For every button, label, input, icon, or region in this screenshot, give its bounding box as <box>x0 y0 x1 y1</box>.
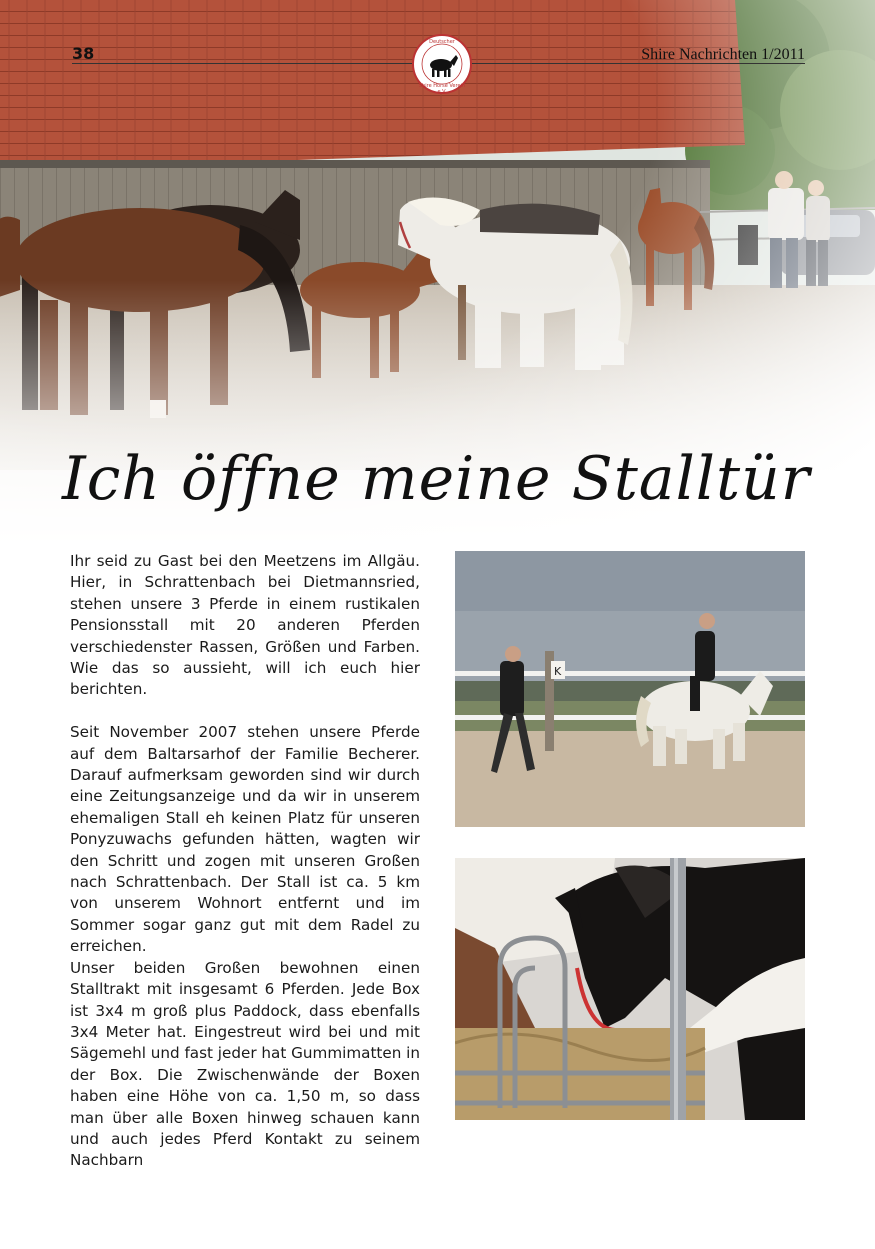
riding-arena-scene <box>455 551 805 827</box>
photo-horses-feeding <box>455 858 805 1120</box>
photo-riding-arena <box>455 551 805 827</box>
page-number: 38 <box>72 44 95 63</box>
paragraph-2: Seit November 2007 stehen unsere Pferde auf dem Baltarsarhof der Familie Becherer. Darauf aufmerksam geworden sind wir durch eine Zeitungsanzeige und da wir in unserem ehemaligen Stall eh keinen Platz für unseren Ponyzuwachs gefunden hätten, wagten wir den Schritt und zogen mit unseren Großen nach Schrattenbach. Der Stall ist ca. 5 km von unserem Wohnort entfernt und im Sommer sogar ganz gut mit dem Radel zu erreichen. <box>70 723 420 956</box>
article-body <box>70 551 420 1172</box>
article-headline: Ich öffne meine Stalltür <box>62 444 811 515</box>
issue-label: Shire Nachrichten 1/2011 <box>641 46 805 63</box>
logo-text-bottom: Shire Horse Verein e.V. <box>418 83 466 95</box>
logo-text-top: Deutscher <box>429 39 455 45</box>
paragraph-1: Ihr seid zu Gast bei den Meetzens im Allgäu. Hier, in Schrattenbach bei Dietmannsried, stehen unsere 3 Pferde in einem rustikalen Pensionsstall mit 20 anderen Pferden verschiedenster Rassen, Größen und Farben. Wie das so aussieht, will ich euch hier berichten. <box>70 552 420 699</box>
arena-letter-sign: K <box>554 665 562 678</box>
horses-feeding-scene <box>455 858 805 1120</box>
club-logo <box>412 34 472 94</box>
paragraph-3: Unser beiden Großen bewohnen einen Stalltrakt mit insgesamt 6 Pferden. Jede Box ist 3x4 m groß plus Paddock, dass ebenfalls 3x4 Meter hat. Eingestreut wird bei und mit Sägemehl und fast jeder hat Gummimatten in der Box. Die Zwischenwände der Boxen haben eine Höhe von ca. 1,50 m, so dass man über alle Boxen hinweg schauen kann und auch jedes Pferd Kontakt zu seinem Nachbarn <box>70 958 421 1170</box>
